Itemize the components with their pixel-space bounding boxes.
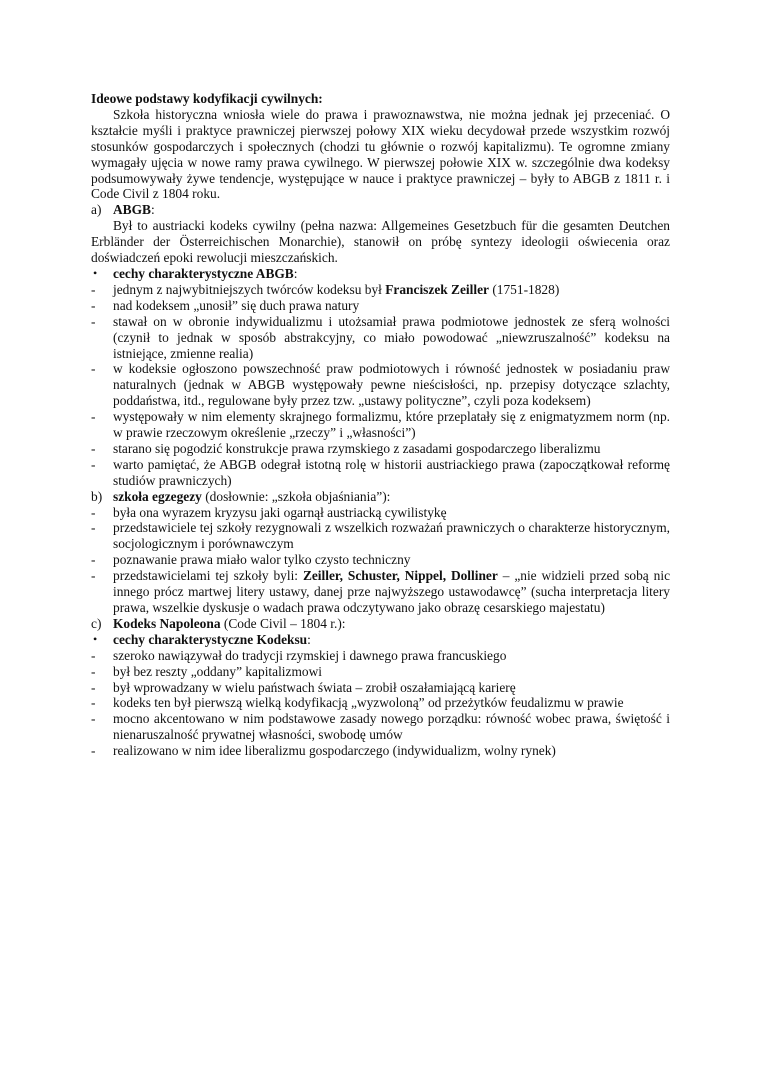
dash-marker: - bbox=[91, 520, 96, 536]
intro-paragraph: Szkoła historyczna wniosła wiele do prawa i prawoznawstwa, nie można jednak jej przeceniać. O kształcie myśli i praktyce prawniczej pierwszej połowy XIX wieku decydował przede wszystkim rozwój stosunków gospodarczych i społecznych (chodzi tu głównie o rozwój kapitalizmu). Te ogromne zmiany wymagały ujęcia w nowe ramy prawa cywilnego. W pierwszej połowie XIX w. szczególnie dwa kodeksy podsumowywały żywe tendencje, występujące w nauce i praktyce prawniczej – były to ABGB z 1811 r. i Code Civil z 1804 roku. bbox=[91, 106, 670, 202]
section-a-heading: a) ABGB: bbox=[91, 202, 155, 218]
section-b-marker: b) bbox=[91, 488, 103, 504]
list-item: - warto pamiętać, że ABGB odegrał istotną rolę w historii austriackiego prawa (zapoczątkował reformę studiów prawniczych) bbox=[91, 456, 670, 488]
dash-marker: - bbox=[91, 297, 96, 313]
list-item: - realizowano w nim idee liberalizmu gospodarczego (indywidualizm, wolny rynek) bbox=[91, 743, 556, 759]
section-b-heading: b) szkoła egzegezy (dosłownie: „szkoła objaśniania”): bbox=[91, 488, 391, 504]
dash-marker: - bbox=[91, 647, 96, 663]
section-a-paragraph: Był to austriacki kodeks cywilny (pełna nazwa: Allgemeines Gesetzbuch für die gesamten Deutchen Erbländer der Österreichischen Monarchie), stanowił on próbę syntezy ideologii oświecenia oraz doświadczeń epoki rewolucji mieszczańskich. bbox=[91, 218, 670, 266]
dash-marker: - bbox=[91, 456, 96, 472]
dash-marker: - bbox=[91, 711, 96, 727]
dash-marker: - bbox=[91, 313, 96, 329]
dash-marker: - bbox=[91, 743, 96, 759]
list-item: - był wprowadzany w wielu państwach świata – zrobił oszałamiającą karierę bbox=[91, 679, 516, 695]
dash-marker: - bbox=[91, 440, 96, 456]
section-a-marker: a) bbox=[91, 202, 102, 218]
list-item: - była ona wyrazem kryzysu jaki ogarnął austriacką cywilistykę bbox=[91, 504, 447, 520]
list-item: - był bez reszty „oddany” kapitalizmowi bbox=[91, 663, 322, 679]
dash-marker: - bbox=[91, 552, 96, 568]
dash-marker: - bbox=[91, 568, 96, 584]
dash-marker: - bbox=[91, 679, 96, 695]
list-item: - przedstawiciele tej szkoły rezygnowali z wszelkich rozważań prawniczych o charakterze historycznym, socjologicznym i porównawczym bbox=[91, 520, 670, 552]
list-item: - jednym z najwybitniejszych twórców kodeksu był Franciszek Zeiller (1751-1828) bbox=[91, 281, 560, 297]
list-item: - starano się pogodzić konstrukcje prawa rzymskiego z zasadami gospodarczego liberalizmu bbox=[91, 440, 601, 456]
dash-marker: - bbox=[91, 361, 96, 377]
dash-marker: - bbox=[91, 504, 96, 520]
list-item: - stawał on w obronie indywidualizmu i utożsamiał prawa podmiotowe jednostek ze sferą wolności (czynił to jednak w sposób abstrakcyjny, co miało powodować „niewzruszalność” kodeksu na istniejące, zmienne realia) bbox=[91, 313, 670, 361]
dash-marker: - bbox=[91, 663, 96, 679]
list-item: - nad kodeksem „unosił” się duch prawa natury bbox=[91, 297, 360, 313]
list-item: - szeroko nawiązywał do tradycji rzymskiej i dawnego prawa francuskiego bbox=[91, 647, 507, 663]
section-c-bullet-heading: • cechy charakterystyczne Kodeksu: bbox=[93, 631, 311, 647]
section-c-marker: c) bbox=[91, 615, 102, 631]
section-c-heading: c) Kodeks Napoleona (Code Civil – 1804 r.): bbox=[91, 615, 346, 631]
list-item: - występowały w nim elementy skrajnego formalizmu, które przeplatały się z enigmatyzmem norm (np. w prawie rzeczowym określenie „rzeczy” i „własności”) bbox=[91, 409, 670, 441]
bullet-icon: • bbox=[93, 631, 98, 646]
dash-marker: - bbox=[91, 281, 96, 297]
list-item: - kodeks ten był pierwszą wielką kodyfikacją „wyzwoloną” od przeżytków feudalizmu w prawie bbox=[91, 695, 624, 711]
section-a-bullet-heading: • cechy charakterystyczne ABGB: bbox=[93, 265, 298, 281]
dash-marker: - bbox=[91, 409, 96, 425]
list-item: - przedstawicielami tej szkoły byli: Zeiller, Schuster, Nippel, Dolliner – „nie widzieli przed sobą nic innego prócz martwej litery ustawy, danej prze najwyższego ustawodawcę” (sucha interpretacja litery prawa, wszelkie dyskusje o wadach prawa odczytywano jako obrazę cesarskiego majestatu) bbox=[91, 568, 671, 615]
document-title: Ideowe podstawy kodyfikacji cywilnych: bbox=[91, 91, 323, 106]
bullet-icon: • bbox=[93, 265, 98, 280]
list-item: - poznawanie prawa miało walor tylko czysto techniczny bbox=[91, 552, 411, 568]
dash-marker: - bbox=[91, 695, 96, 711]
list-item: - w kodeksie ogłoszono powszechność praw podmiotowych i równość jednostek w posiadaniu praw naturalnych (jednak w ABGB występowały pewne nieścisłości, np. przepisy dotyczące szlachty, poddaństwa, itd., regulowane były przez tzw. „ustawy polityczne”, czyli poza kodeksem) bbox=[91, 361, 670, 409]
list-item: - mocno akcentowano w nim podstawowe zasady nowego porządku: równość wobec prawa, świętość i nienaruszalność prywatnej własności, swobodę umów bbox=[91, 711, 670, 743]
